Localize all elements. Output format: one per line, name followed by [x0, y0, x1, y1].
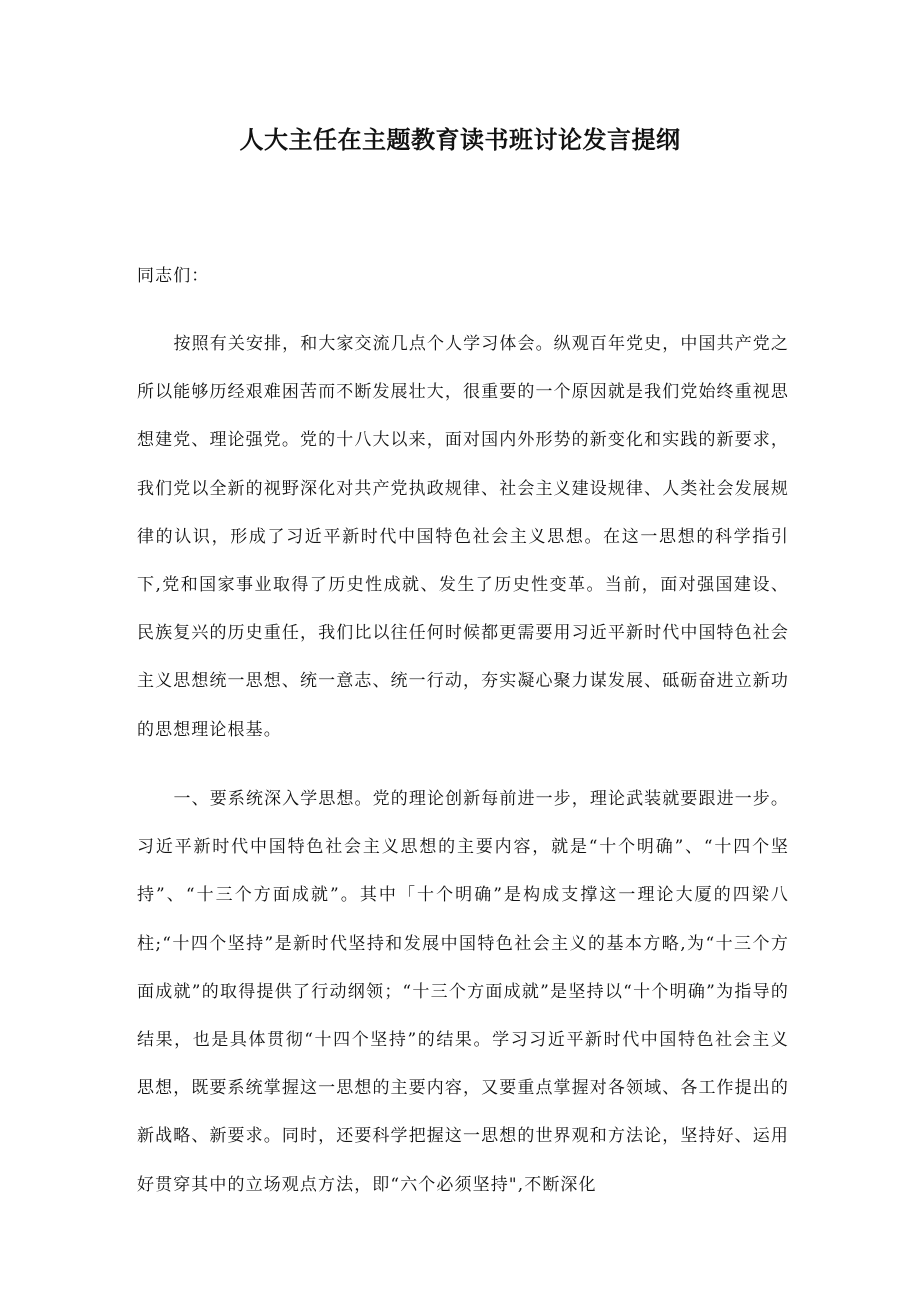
paragraph-section-one: 一、要系统深入学思想。党的理论创新每前进一步，理论武装就要跟进一步。习近平新时代中国特色社会主义思想的主要内容，就是“十个明确”、“十四个坚持”、“十三个方面成就”。其中「十个明确”是构成支撑这一理论大厦的四梁八柱;“十四个坚持”是新时代坚持和发展中国特色社会主义的基本方略,为“十三个方面成就”的取得提供了行动纲领；“十三个方面成就”是坚持以“十个明确”为指导的结果，也是具体贯彻“十四个坚持”的结果。学习习近平新时代中国特色社会主义思想，既要系统掌握这一思想的主要内容，又要重点掌握对各领域、各工作提出的新战略、新要求。同时，还要科学把握这一思想的世界观和方法论，坚持好、运用好贯穿其中的立场观点方法，即“六个必须坚持",不断深化: [137, 789, 789, 1195]
paragraph-intro: 按照有关安排，和大家交流几点个人学习体会。纵观百年党史，中国共产党之所以能够历经艰难困苦而不断发展壮大，很重要的一个原因就是我们党始终重视思想建党、理论强党。党的十八大以来，面对国内外形势的新变化和实践的新要求，我们党以全新的视野深化对共产党执政规律、社会主义建设规律、人类社会发展规律的认识，形成了习近平新时代中国特色社会主义思想。在这一思想的科学指引下,党和国家事业取得了历史性成就、发生了历史性变革。当前，面对强国建设、民族复兴的历史重任，我们比以往任何时候都更需要用习近平新时代中国特色社会主义思想统一思想、统一意志、统一行动，夯实凝心聚力谋发展、砥砺奋进立新功的思想理论根基。: [137, 334, 789, 740]
salutation: 同志们：: [137, 266, 210, 286]
document-title: 人大主任在主题教育读书班讨论发言提纲: [239, 126, 681, 154]
